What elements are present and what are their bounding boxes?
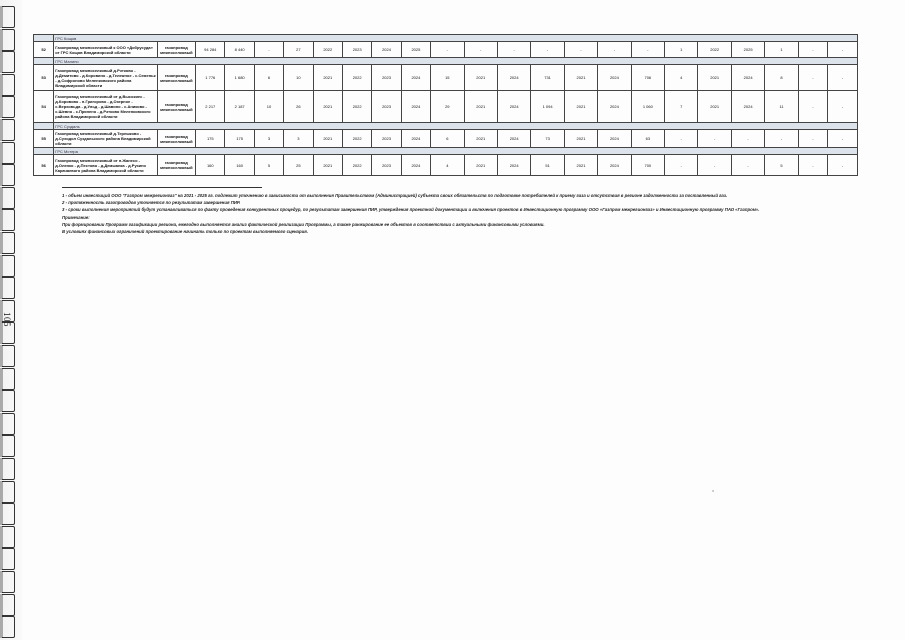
object-type: газопровод межпоселковый [157,65,196,91]
table-cell: - [598,42,631,58]
table-cell: 25 [284,155,313,176]
binder-ring [2,548,15,570]
footnote-3: 3 - сроки выполнения мероприятий будут устанавливаться по факту проведения конкурентных процедур, по результатам завершения ПИР, утверждения проектной документации и включения проектов в Инвестиционную программу ООО «Газпром межрегионгаз» и Инвестиционную программу ПАО «Газпром». [62,207,760,213]
binder-ring [2,51,15,73]
table-cell: 160 [196,155,225,176]
table-cell: 7 [665,91,698,123]
binder-ring [2,458,15,480]
table-cell: 706 [631,65,664,91]
table-cell: 2022 [342,65,371,91]
table-cell: 2021 [313,130,342,148]
table-cell: 2021 [313,65,342,91]
table-row [34,42,858,58]
table-cell: 2021 [564,130,597,148]
table-cell: 2021 [564,155,597,176]
table-cell: 1 680 [225,65,254,91]
page-number: 105 [2,312,12,327]
footnote-divider [62,187,262,188]
table-cell: 2021 [464,130,497,148]
table-cell: 700 [631,155,664,176]
table-cell: 11 [765,91,798,123]
table-cell: 73 [531,130,564,148]
table-cell: 29 [431,91,464,123]
group-header-row [34,58,858,65]
table-cell: 2024 [401,130,430,148]
table-cell: - [665,155,698,176]
table-cell: - [531,42,564,58]
note-2: В условиях финансовых ограничений проектирование начинать только по проектам выполняемого сценария. [62,229,308,235]
table-cell: 2021 [564,65,597,91]
binder-ring [2,481,15,503]
binder-ring [2,503,15,525]
object-name: Газопровод межпоселковый от д.Высокиес - д.Коровово - п.Григорово - д.Озерное - с.Верховьда - д.Ульд - д.Шавино - с.Аниково - с.Шевно - с.Прянено - д.Рэтково Меленковского района Владимирской области [54,91,157,123]
table-cell: 27 [284,42,313,58]
table-row [34,155,858,176]
binder-ring [2,119,15,141]
table-cell: 2021 [698,65,731,91]
binder-ring [2,435,15,457]
table-body [34,35,858,176]
table-cell: 1 [765,42,798,58]
table-cell: 2021 [313,155,342,176]
table-cell: - [765,130,798,148]
table-cell: 2021 [698,91,731,123]
binder-ring [2,616,15,638]
binder-ring [2,571,15,593]
row-number: 56 [34,155,54,176]
table-cell: 3 [284,130,313,148]
table-cell: 2023 [372,65,401,91]
group-label: ГРС Мстера [54,148,858,155]
binder-ring [2,255,15,277]
table-cell: - [798,155,827,176]
object-type: газопровод межпоселковый [157,155,196,176]
note-1: При формировании Программ газификации региона, ежегодно выполняется анализ фактической реализации Программы, а также ранжирование ее объектов в соответствии с актуальными финансовыми условиями. [62,221,545,227]
binder-ring [2,526,15,548]
table-row [34,130,858,148]
table-cell: - [665,130,698,148]
table-cell: 5 [765,155,798,176]
table-cell: - [431,42,464,58]
group-spacer [34,148,54,155]
row-number: 54 [34,91,54,123]
object-name: Газопровод межпоселковый от п.Жанесо - д.Оленко - д.Пестово - д.Демшанка - д.Рузино Карачаевого района Владимирской области [54,155,157,176]
table-cell: 2024 [372,42,401,58]
table-cell: 2024 [731,91,764,123]
table-cell: 2021 [464,155,497,176]
table-cell: 15 [431,65,464,91]
footnote-2: 2 - протяженность газопроводов уточняется по результатам завершения ПИР. [62,200,241,206]
object-name: Газопровод межпоселковый д.Терешково - д.Суходол Суздальского района Владимирской области [54,130,157,148]
table-cell: - [698,155,731,176]
table-cell: - [798,130,827,148]
table-cell: - [731,130,764,148]
table-cell: 10 [284,65,313,91]
table-cell: - [631,42,664,58]
table-cell: - [731,155,764,176]
table-cell: - [828,130,858,148]
object-name: Газопровод межпоселковый д.Рэтково - д.Демитово - д.Коровино - д.Тележное - с.Семеньк - д.Софроново Меленковского района Владимирской области [54,65,157,91]
group-spacer [34,123,54,130]
table-cell: 2022 [313,42,342,58]
binder-ring [2,345,15,367]
table-cell: 8 [765,65,798,91]
table-cell: 175 [225,130,254,148]
group-label: ГРС Суздаль [54,123,858,130]
table-row [34,65,858,91]
table-cell: - [798,65,827,91]
table-cell: 2024 [598,130,631,148]
table-cell: 2021 [464,65,497,91]
table-cell: - [828,65,858,91]
object-type: газопровод межпоселковый [157,91,196,123]
binder-ring [2,232,15,254]
binder-ring [2,594,15,616]
table-cell: 2022 [698,42,731,58]
object-type: газопровод межпоселковый [157,42,196,58]
footnotes [62,192,862,235]
table-cell: 63 [631,130,664,148]
object-name: Газопровод межпоселковый к ООО «Добрусуда» от ГРС Кощов Владимирской области [54,42,157,58]
table-cell: 2024 [497,155,530,176]
table-cell: 2024 [497,91,530,123]
row-number: 52 [34,42,54,58]
group-header-row [34,148,858,155]
table-cell: 2023 [342,42,371,58]
table-cell: 2021 [313,91,342,123]
table-cell: 2023 [372,91,401,123]
binder-ring [2,96,15,118]
table-cell: 2022 [342,155,371,176]
table-cell: 2023 [372,130,401,148]
binder-ring [2,277,15,299]
binder-ring [2,164,15,186]
table-cell: - [464,42,497,58]
table-cell: 2022 [342,130,371,148]
table-cell: - [828,155,858,176]
table-cell: 2024 [401,91,430,123]
binder-ring [2,29,15,51]
table-cell: - [828,42,858,58]
table-cell: 2025 [731,42,764,58]
table-cell: 2021 [564,91,597,123]
table-cell: 2022 [342,91,371,123]
group-spacer [34,58,54,65]
table-cell: 2024 [401,155,430,176]
footnote-1: 1 - объем инвестиций ООО "Газпром межрегионгаз" на 2021 - 2025 гг. подлежит уточнению в зависимости от выполнения Правительством (Администрацией) субъекта своих обязательств по подготовке потребителей к приему газа и отсутствия в регионе задолженности за поставленный газ. [62,193,728,198]
table-cell: 175 [196,130,225,148]
table-cell: 2021 [464,91,497,123]
binder-ring [2,142,15,164]
table-cell: 2 217 [196,91,225,123]
pen-mark: ⸴ [710,486,716,495]
table-cell: 26 [284,91,313,123]
group-header-row [34,35,858,42]
table-cell: 2024 [598,91,631,123]
binder-ring [2,187,15,209]
binder-ring [2,413,15,435]
group-label: ГРС Малино [54,58,858,65]
table-cell: - [497,42,530,58]
table-cell: - [254,42,283,58]
table-cell: 3 [254,130,283,148]
table-cell: 10 [254,91,283,123]
table-cell: - [828,91,858,123]
table-cell: 2024 [401,65,430,91]
table-cell: 731 [531,65,564,91]
table-row [34,91,858,123]
binder-ring [2,368,15,390]
table-cell: 8 440 [225,42,254,58]
table-cell: 2024 [497,65,530,91]
table-cell: 94 284 [196,42,225,58]
table-cell: 5 [254,155,283,176]
table-cell: - [698,130,731,148]
table-cell: - [564,42,597,58]
table-cell: 51 [531,155,564,176]
table-cell: 2023 [372,155,401,176]
table-cell: - [798,42,827,58]
table-cell: 6 [431,130,464,148]
object-type: газопровод межпоселковый [157,130,196,148]
row-number: 55 [34,130,54,148]
group-spacer [34,35,54,42]
table-cell: 2024 [497,130,530,148]
table-cell: 2024 [598,65,631,91]
table-cell: 4 [665,65,698,91]
table-cell: 2 187 [225,91,254,123]
table-cell: - [798,91,827,123]
group-label: ГРС Кощов [54,35,858,42]
table-cell: 1 060 [631,91,664,123]
table-cell: 1 [665,42,698,58]
table-cell: 1 776 [196,65,225,91]
group-header-row [34,123,858,130]
note-heading: Примечание: [62,214,90,220]
binder-ring [2,209,15,231]
table-cell: 4 [431,155,464,176]
table-cell: 2025 [401,42,430,58]
table-cell: 160 [225,155,254,176]
row-number: 53 [34,65,54,91]
gasification-table [33,34,858,176]
binder-ring [2,74,15,96]
table-cell: 1 094 [531,91,564,123]
table-cell: 2024 [731,65,764,91]
binder-ring [2,6,15,28]
table-cell: 2024 [598,155,631,176]
binder-ring [2,390,15,412]
table-cell: 6 [254,65,283,91]
